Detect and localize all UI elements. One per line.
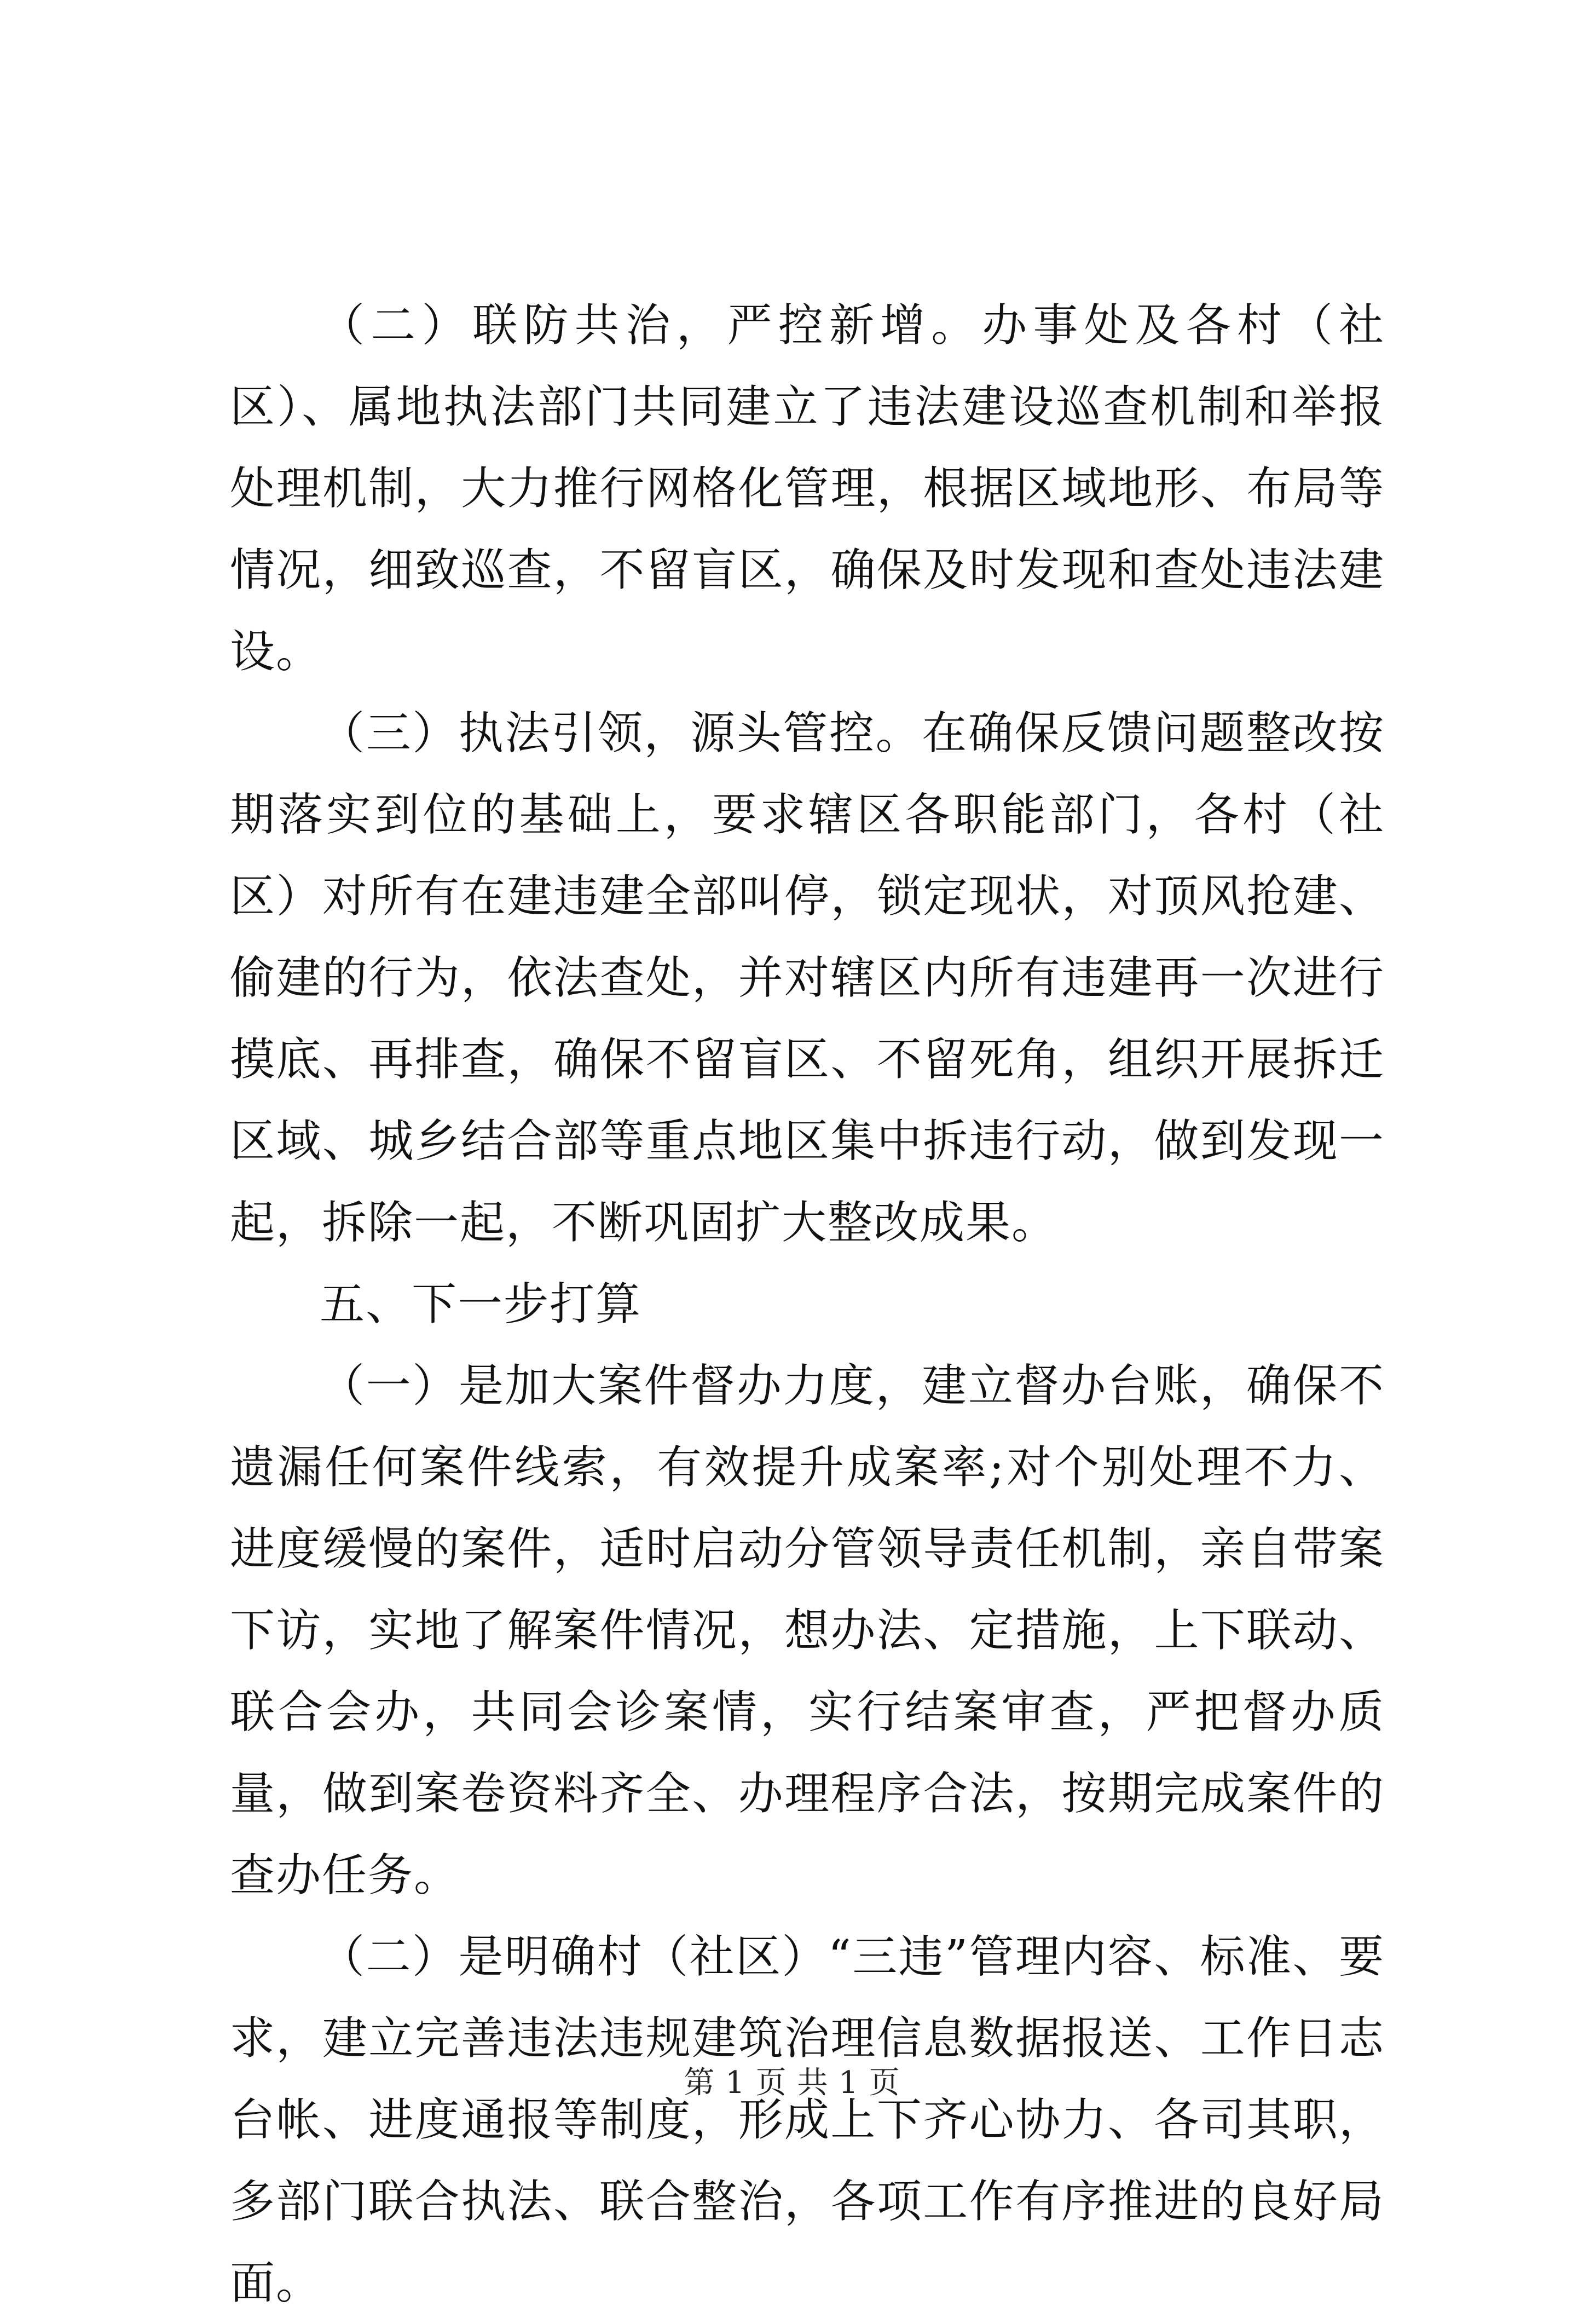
document-body [230,285,1385,2324]
paragraph-law-enforcement: （三）执法引领，源头管控。在确保反馈问题整改按期落实到位的基础上，要求辖区各职能部门，各村（社区）对所有在建违建全部叫停，锁定现状，对顶风抢建、偷建的行为，依法查处，并对辖区内所有违建再一次进行摸底、再排查，确保不留盲区、不留死角，组织开展拆迁区域、城乡结合部等重点地区集中拆违行动，做到发现一起，拆除一起，不断巩固扩大整改成果。 [230,707,1385,1249]
paragraph-case-supervision: （一）是加大案件督办力度，建立督办台账，确保不遗漏任何案件线索，有效提升成案率;对个别处理不力、进度缓慢的案件，适时启动分管领导责任机制，亲自带案下访，实地了解案件情况，想办法、定措施，上下联动、联合会办，共同会诊案情，实行结案审查，严把督办质量，做到案卷资料齐全、办理程序合法，按期完成案件的查办任务。 [230,1360,1385,1901]
page-number-footer: 第 1 页 共 1 页 [684,2065,900,2101]
paragraph-joint-prevention: （二）联防共治，严控新增。办事处及各村（社区）、属地执法部门共同建立了违法建设巡查机制和举报处理机制，大力推行网格化管理，根据区域地形、布局等情况，细致巡查，不留盲区，确保及时发现和查处违法建设。 [230,299,1385,678]
section-heading-next-steps: 五、下一步打算 [320,1278,642,1330]
paragraph-management-standards: （二）是明确村（社区）“三违”管理内容、标准、要求，建立完善违法违规建筑治理信息数据报送、工作日志台帐、进度通报等制度，形成上下齐心协力、各司其职，多部门联合执法、联合整治，各项工作有序推进的良好局面。 [230,1931,1385,2309]
